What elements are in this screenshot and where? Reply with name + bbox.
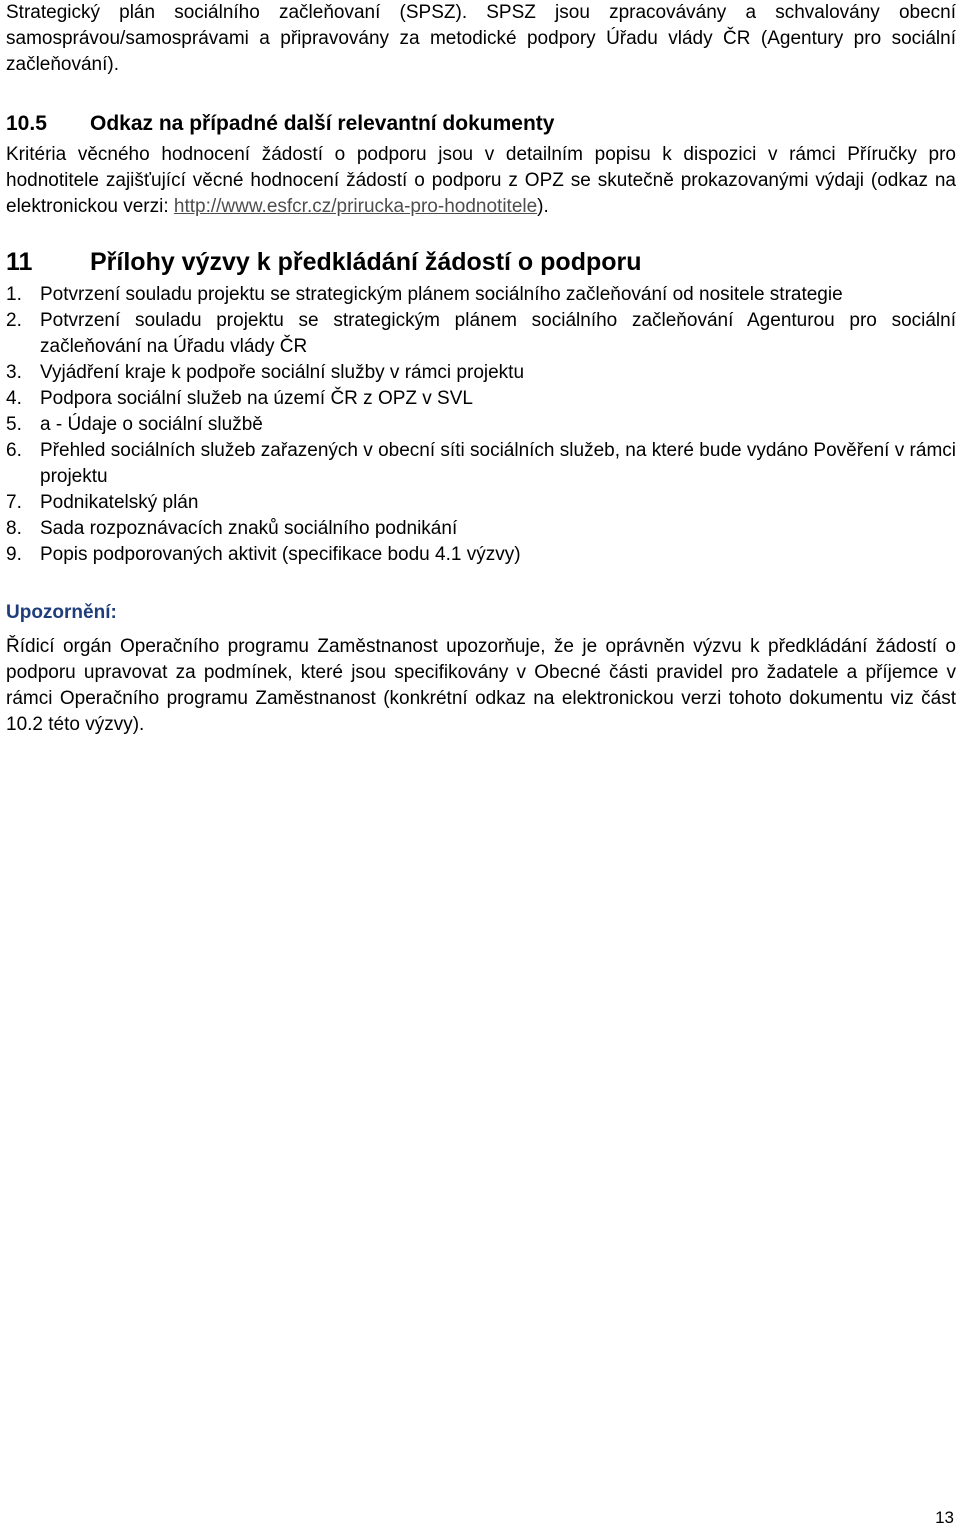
- list-item-number: 7.: [6, 492, 22, 513]
- document-page: [6, 0, 956, 738]
- section-10-5-text-before: Kritéria věcného hodnocení žádostí o podporu jsou v detailním popisu k dispozici v rámci Příručky pro hodnotitele zajišťující věcné hodnocení žádostí o podporu z OPZ se skutečně prokazovanými výdaji (odkaz na elektronickou verzi:: [6, 144, 956, 217]
- list-item: [6, 386, 956, 412]
- notice-title: Upozornění:: [6, 602, 117, 623]
- list-item: [6, 412, 956, 438]
- list-item-text: Potvrzení souladu projektu se strategickým plánem sociálního začleňování Agenturou pro sociální začleňování na Úřadu vlády ČR: [40, 310, 956, 357]
- list-item-number: 8.: [6, 518, 22, 539]
- page-number: 13: [935, 1508, 954, 1527]
- section-11-title: Přílohy výzvy k předkládání žádostí o podporu: [90, 248, 642, 276]
- section-10-5-title: Odkaz na případné další relevantní dokumenty: [90, 112, 555, 135]
- list-item: [6, 490, 956, 516]
- section-10-5-paragraph: [6, 142, 956, 220]
- section-10-5-number: 10.5: [6, 112, 47, 135]
- list-item-number: 4.: [6, 388, 22, 409]
- list-item: [6, 282, 956, 308]
- list-item-text: Podpora sociální služeb na území ČR z OPZ v SVL: [40, 388, 473, 409]
- list-item-number: 1.: [6, 284, 22, 305]
- list-item-text: Potvrzení souladu projektu se strategickým plánem sociálního začleňování od nositele strategie: [40, 284, 843, 305]
- section-11-heading: [6, 246, 956, 278]
- list-item: [6, 360, 956, 386]
- list-item: [6, 308, 956, 360]
- list-item-text: Přehled sociálních služeb zařazených v obecní síti sociálních služeb, na které bude vydáno Pověření v rámci projektu: [40, 440, 956, 487]
- handbook-link[interactable]: http://www.esfcr.cz/prirucka-pro-hodnotitele: [173, 196, 538, 217]
- list-item-number: 6.: [6, 440, 22, 461]
- list-item-number: 3.: [6, 362, 22, 383]
- attachments-list: [6, 282, 956, 568]
- section-10-5-text-after: ).: [537, 196, 549, 217]
- list-item-text: a - Údaje o sociální službě: [40, 414, 263, 435]
- notice-paragraph: Řídicí orgán Operačního programu Zaměstnanost upozorňuje, že je oprávněn výzvu k předkládání žádostí o podporu upravovat za podmínek, které jsou specifikovány v Obecné části pravidel pro žadatele a příjemce v rámci Operačního programu Zaměstnanost (konkrétní odkaz na elektronickou verzi tohoto dokumentu viz část 10.2 této výzvy).: [6, 636, 956, 735]
- list-item-text: Vyjádření kraje k podpoře sociální služby v rámci projektu: [40, 362, 525, 383]
- list-item: [6, 516, 956, 542]
- list-item-text: Popis podporovaných aktivit (specifikace bodu 4.1 výzvy): [40, 544, 521, 565]
- list-item-text: Sada rozpoznávacích znaků sociálního podnikání: [40, 518, 458, 539]
- list-item: [6, 438, 956, 490]
- list-item-number: 2.: [6, 310, 22, 331]
- list-item: [6, 542, 956, 568]
- list-item-number: 9.: [6, 544, 22, 565]
- list-item-text: Podnikatelský plán: [40, 492, 199, 513]
- intro-paragraph: Strategický plán sociálního začleňovaní (SPSZ). SPSZ jsou zpracovávány a schvalovány obecní samosprávou/samosprávami a připravovány za metodické podpory Úřadu vlády ČR (Agentury pro sociální začleňování).: [6, 2, 956, 75]
- section-11-number: 11: [6, 248, 33, 276]
- section-10-5-heading: [6, 110, 956, 138]
- list-item-number: 5.: [6, 414, 22, 435]
